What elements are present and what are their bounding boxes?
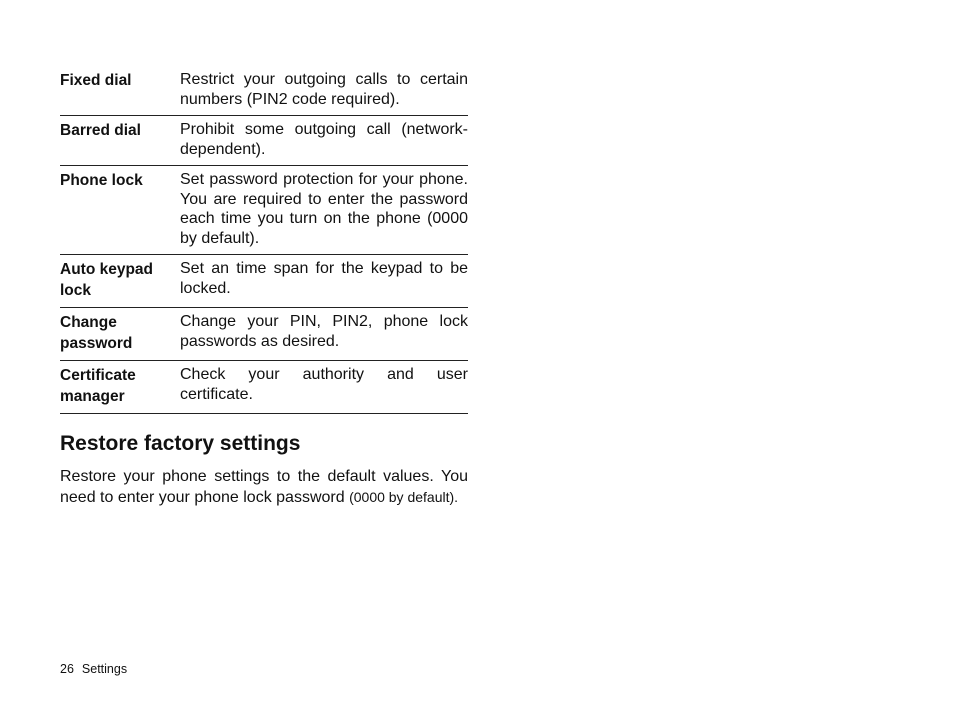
setting-description: Prohibit some outgoing call (network-dependent). — [180, 121, 468, 158]
setting-description: Set password protection for your phone. You are required to enter the password each time you turn on the phone (0000 by default). — [180, 171, 468, 247]
setting-description: Restrict your outgoing calls to certain numbers (PIN2 code required). — [180, 71, 468, 108]
table-row — [60, 68, 468, 116]
footer-section-name: Settings — [81, 662, 128, 676]
setting-term: Auto keypad lock — [60, 261, 154, 299]
setting-term: Change password — [60, 314, 133, 352]
section-title: Restore factory settings — [60, 432, 301, 455]
setting-term: Barred dial — [60, 122, 141, 139]
page-number: 26 — [60, 662, 74, 676]
section-body-main: Restore your phone settings to the default values. You need to enter your phone lock password — [60, 468, 468, 506]
setting-term: Certificate manager — [60, 367, 136, 405]
setting-description: Change your PIN, PIN2, phone lock passwords as desired. — [180, 313, 468, 350]
table-row — [60, 166, 468, 255]
settings-table — [60, 68, 468, 414]
setting-term: Fixed dial — [60, 72, 132, 89]
table-row — [60, 255, 468, 308]
setting-description: Set an time span for the keypad to be locked. — [180, 260, 468, 297]
table-row — [60, 308, 468, 361]
setting-description: Check your authority and user certificate. — [180, 366, 468, 403]
page-footer — [60, 660, 127, 678]
section-body — [60, 466, 468, 508]
setting-term: Phone lock — [60, 172, 143, 189]
section-body-note: (0000 by default). — [349, 489, 459, 505]
table-row — [60, 116, 468, 166]
table-row — [60, 361, 468, 414]
